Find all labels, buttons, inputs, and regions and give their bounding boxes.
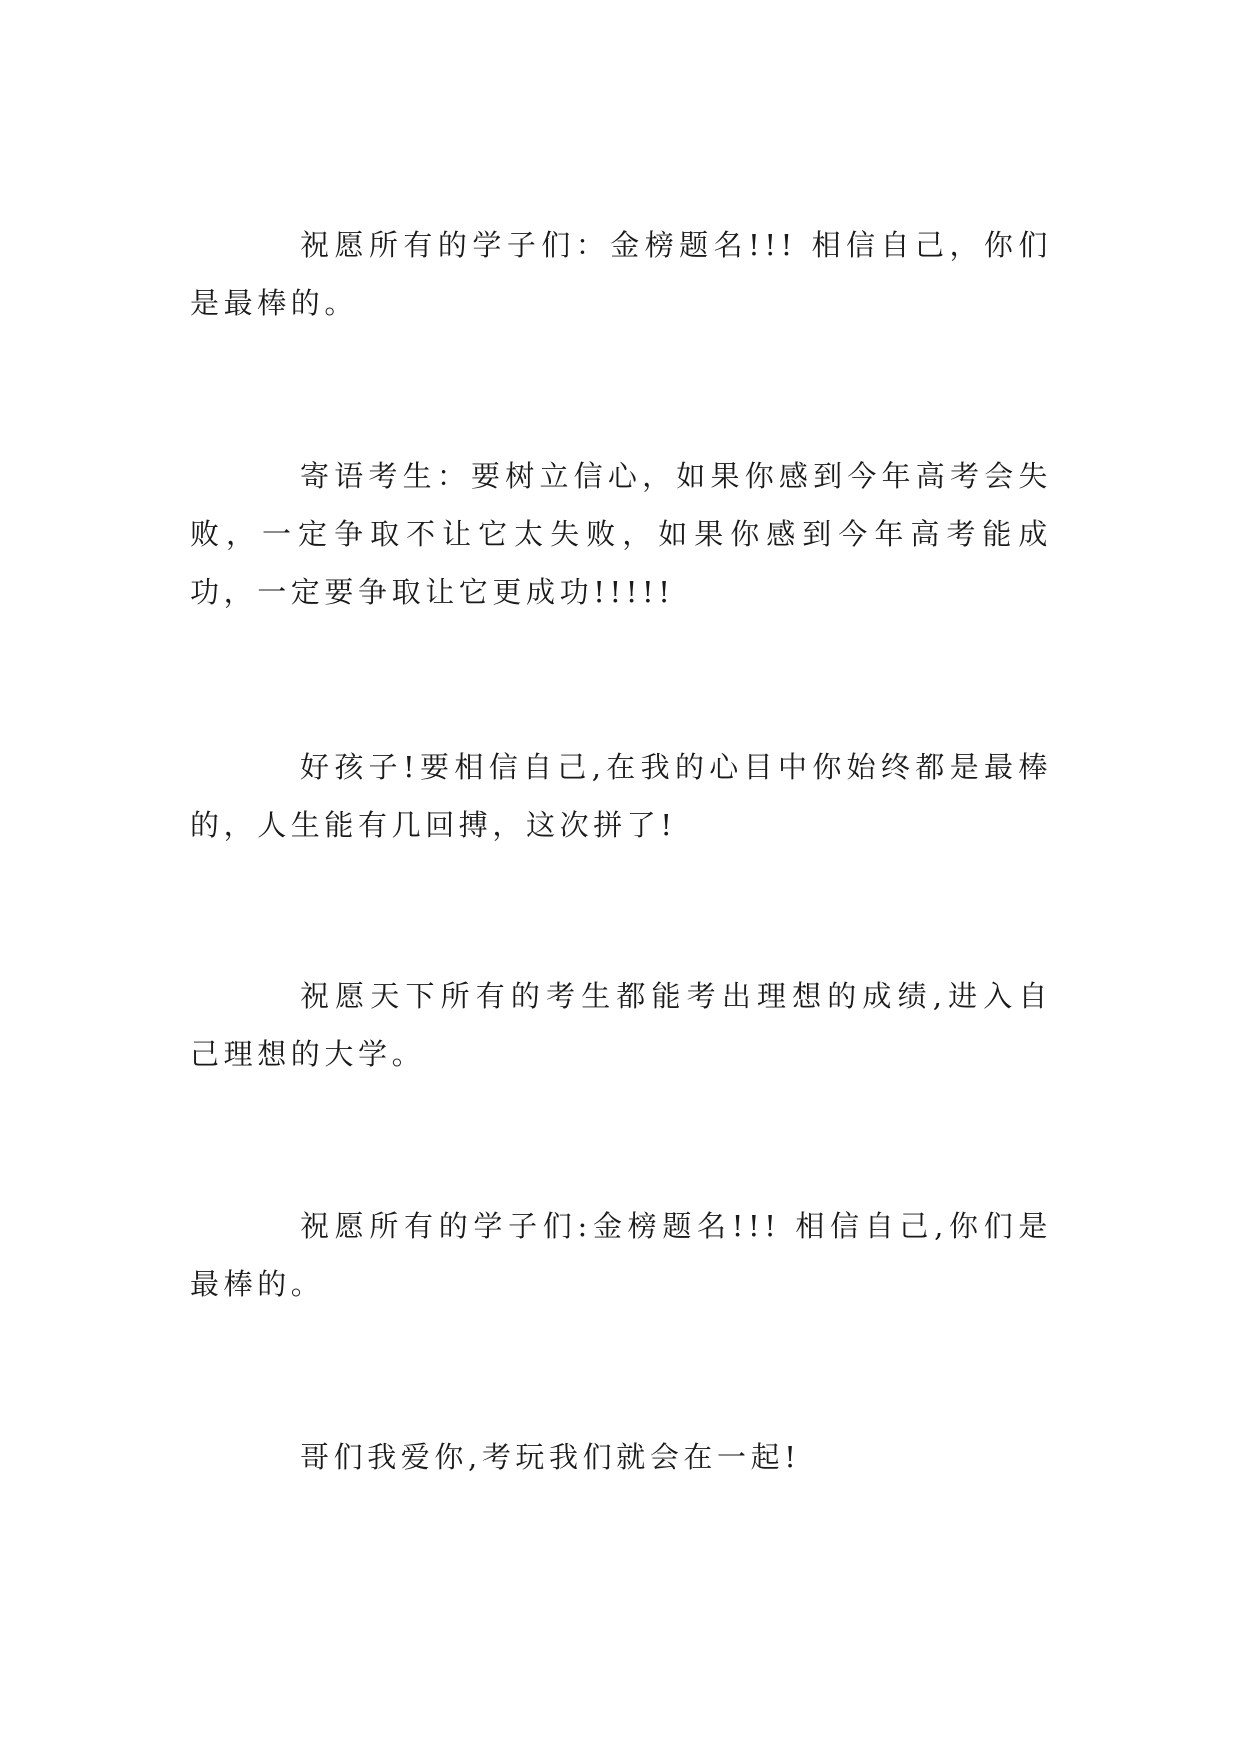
paragraph-message-to-candidates: 寄语考生：要树立信心，如果你感到今年高考会失败，一定争取不让它太失败，如果你感到今年高考能成功，一定要争取让它更成功!!!!!: [190, 459, 1052, 609]
paragraph-wish-students-repeat: 祝愿所有的学子们:金榜题名!!! 相信自己,你们是最棒的。: [190, 1209, 1052, 1301]
paragraph-ideal-university: 祝愿天下所有的考生都能考出理想的成绩,进入自己理想的大学。: [190, 979, 1052, 1071]
paragraph-wish-students: 祝愿所有的学子们：金榜题名!!! 相信自己，你们是最棒的。: [190, 228, 1052, 320]
paragraph-good-child: 好孩子!要相信自己,在我的心目中你始终都是最棒的，人生能有几回搏，这次拼了!: [190, 750, 1052, 842]
paragraph-buddy: 哥们我爱你,考玩我们就会在一起!: [300, 1440, 801, 1474]
